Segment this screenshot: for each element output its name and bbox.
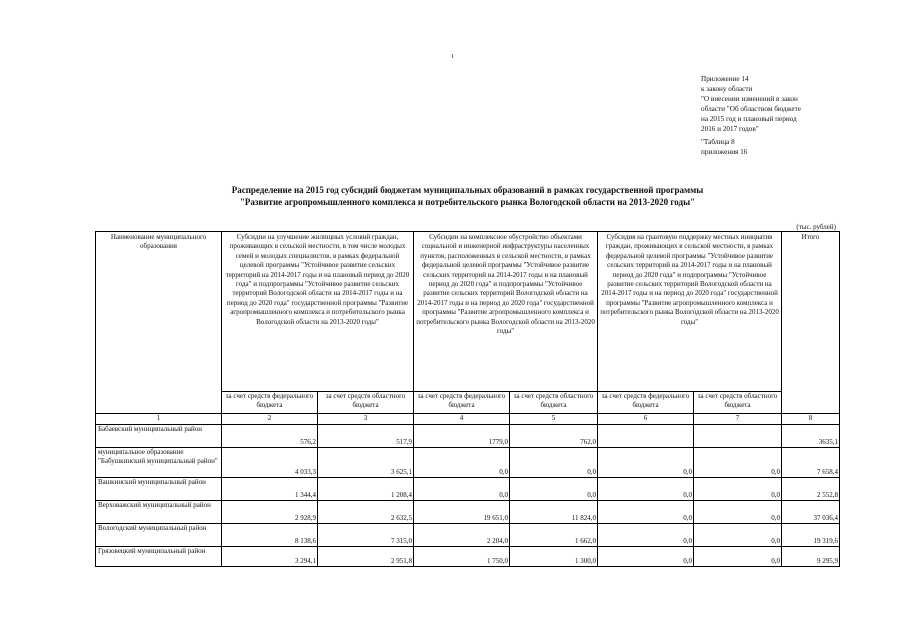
column-number: 4 [414,414,510,425]
municipality-name: Бабаевский муниципальный район [96,425,222,448]
column-number: 7 [694,414,782,425]
cell-value: 1 208,4 [318,478,414,501]
cell-value [598,425,694,448]
cell-value: 2 552,8 [782,478,840,501]
cell-value: 19 319,6 [782,524,840,547]
municipality-name: Вологодский муниципальный район [96,524,222,547]
subheader-federal: за счет средств федерального бюджета [414,392,510,414]
title-line-2: "Развитие агропромышленного комплекса и потребительского рынка Вологодской области на 2013-2020 годы" [239,197,696,207]
column-number: 5 [510,414,598,425]
column-number: 3 [318,414,414,425]
cell-value: 0,0 [510,478,598,501]
municipality-name: Грязовецкий муниципальный район [96,547,222,567]
appendix-line: приложения 16 [701,148,748,156]
cell-value: 0,0 [598,501,694,524]
cell-value: 0,0 [598,478,694,501]
cell-value: 9 295,9 [782,547,840,567]
cell-value: 2 632,5 [318,501,414,524]
subheader-federal: за счет средств федерального бюджета [598,392,694,414]
cell-value: 1 300,0 [510,547,598,567]
cell-value: 3 625,1 [318,448,414,478]
subheader-regional: за счет средств областного бюджета [318,392,414,414]
appendix-line: Приложение 14 [701,75,749,83]
appendix-line: "Таблица 8 [701,138,735,146]
cell-value: 762,0 [510,425,598,448]
cell-value: 0,0 [510,448,598,478]
appendix-line: 2016 и 2017 годов" [701,125,759,133]
subheader-regional: за счет средств областного бюджета [694,392,782,414]
table-row [96,501,840,524]
document-title [95,184,840,208]
appendix-line: области "Об областном бюджете [701,105,801,113]
cell-value: 4 033,3 [222,448,318,478]
cell-value: 1 662,0 [510,524,598,547]
municipality-name: Верховажский муниципальный район [96,501,222,524]
column-header-infrastructure-subsidies: Субсидии на комплексное обустройство объектами социальной и инженерной инфраструктуры населенных пунктов, расположенных в сельской местности, в рамках федеральной целевой программы "Устойчивое развитие сельских территорий на 2014-2017 годы и на плановый период до 2020 года" и подпрограммы "Устойчивое развитие сельских территорий Вологодской области на 2014-2017 годы и на период до 2020 года" государственной программы "Развитие агропромышленного комплекса и потребительского рынка Вологодской области на 2013-2020 годы" [414,232,598,392]
table-row [96,524,840,547]
cell-value: 11 824,0 [510,501,598,524]
column-header-total: Итого [782,232,840,414]
cell-value: 19 651,0 [414,501,510,524]
title-line-1: Распределение на 2015 год субсидий бюджетам муниципальных образований в рамках государственной программы [231,185,704,195]
column-number: 1 [96,414,222,425]
column-header-grant-subsidy: Субсидия на грантовую поддержку местных инициатив граждан, проживающих в сельской местности, в рамках федеральной целевой программы "Устойчивое развитие сельских территорий на 2014-2017 годы и на плановый период до 2020 года" и подпрограммы "Устойчивое развитие сельских территорий Вологодской области на 2014-2017 годы и на период до 2020 года" государственной программы "Развитие агропромышленного комплекса и потребительского рынка Вологодской области на 2013-2020 годы" [598,232,782,392]
municipality-name: муниципальное образование "Бабушкинский муниципальный район" [96,448,222,478]
cell-value: 7 658,4 [782,448,840,478]
cell-value: 0,0 [598,547,694,567]
cell-value [694,425,782,448]
subheader-federal: за счет средств федерального бюджета [222,392,318,414]
appendix-note [701,74,841,157]
page-number: 1 [451,54,454,60]
cell-value: 0,0 [414,478,510,501]
column-number: 2 [222,414,318,425]
column-header-housing-subsidies: Субсидии на улучшение жилищных условий граждан, проживающих в сельской местности, в том числе молодых семей и молодых специалистов, в рамках федеральной целевой программы "Устойчивое развитие сельских территорий на 2014-2017 годы и на плановый период до 2020 года" и подпрограммы "Устойчивое развитие сельских территорий Вологодской области на 2014-2017 годы и на период до 2020 года" государственной программы "Развитие агропромышленного комплекса и потребительского рынка Вологодской области на 2013-2020 годы" [222,232,414,392]
cell-value: 1 750,0 [414,547,510,567]
table-row [96,547,840,567]
cell-value: 3635,1 [782,425,840,448]
cell-value: 576,2 [222,425,318,448]
cell-value: 0,0 [694,524,782,547]
cell-value: 0,0 [598,524,694,547]
cell-value: 2 204,0 [414,524,510,547]
cell-value: 0,0 [414,448,510,478]
appendix-line: на 2015 год и плановый период [701,115,797,123]
column-number: 6 [598,414,694,425]
cell-value: 0,0 [598,448,694,478]
cell-value: 0,0 [694,448,782,478]
cell-value: 0,0 [694,478,782,501]
column-header-municipality: Наименование муниципального образования [96,232,222,414]
subsidy-table [95,231,840,567]
table-row [96,448,840,478]
appendix-line: к закону области [701,85,753,93]
cell-value: 37 036,4 [782,501,840,524]
subheader-regional: за счет средств областного бюджета [510,392,598,414]
table-row [96,478,840,501]
cell-value: 1779,0 [414,425,510,448]
units-label: (тыс. рублей) [796,223,836,231]
cell-value: 0,0 [694,547,782,567]
cell-value: 0,0 [694,501,782,524]
cell-value: 1 344,4 [222,478,318,501]
cell-value: 3 294,1 [222,547,318,567]
cell-value: 7 315,0 [318,524,414,547]
column-number: 8 [782,414,840,425]
appendix-line: "О внесении изменений в закон [701,95,798,103]
cell-value: 2 951,8 [318,547,414,567]
cell-value: 8 138,6 [222,524,318,547]
municipality-name: Вашкинский муниципальный район [96,478,222,501]
cell-value: 2 928,9 [222,501,318,524]
cell-value: 517,9 [318,425,414,448]
table-row [96,425,840,448]
